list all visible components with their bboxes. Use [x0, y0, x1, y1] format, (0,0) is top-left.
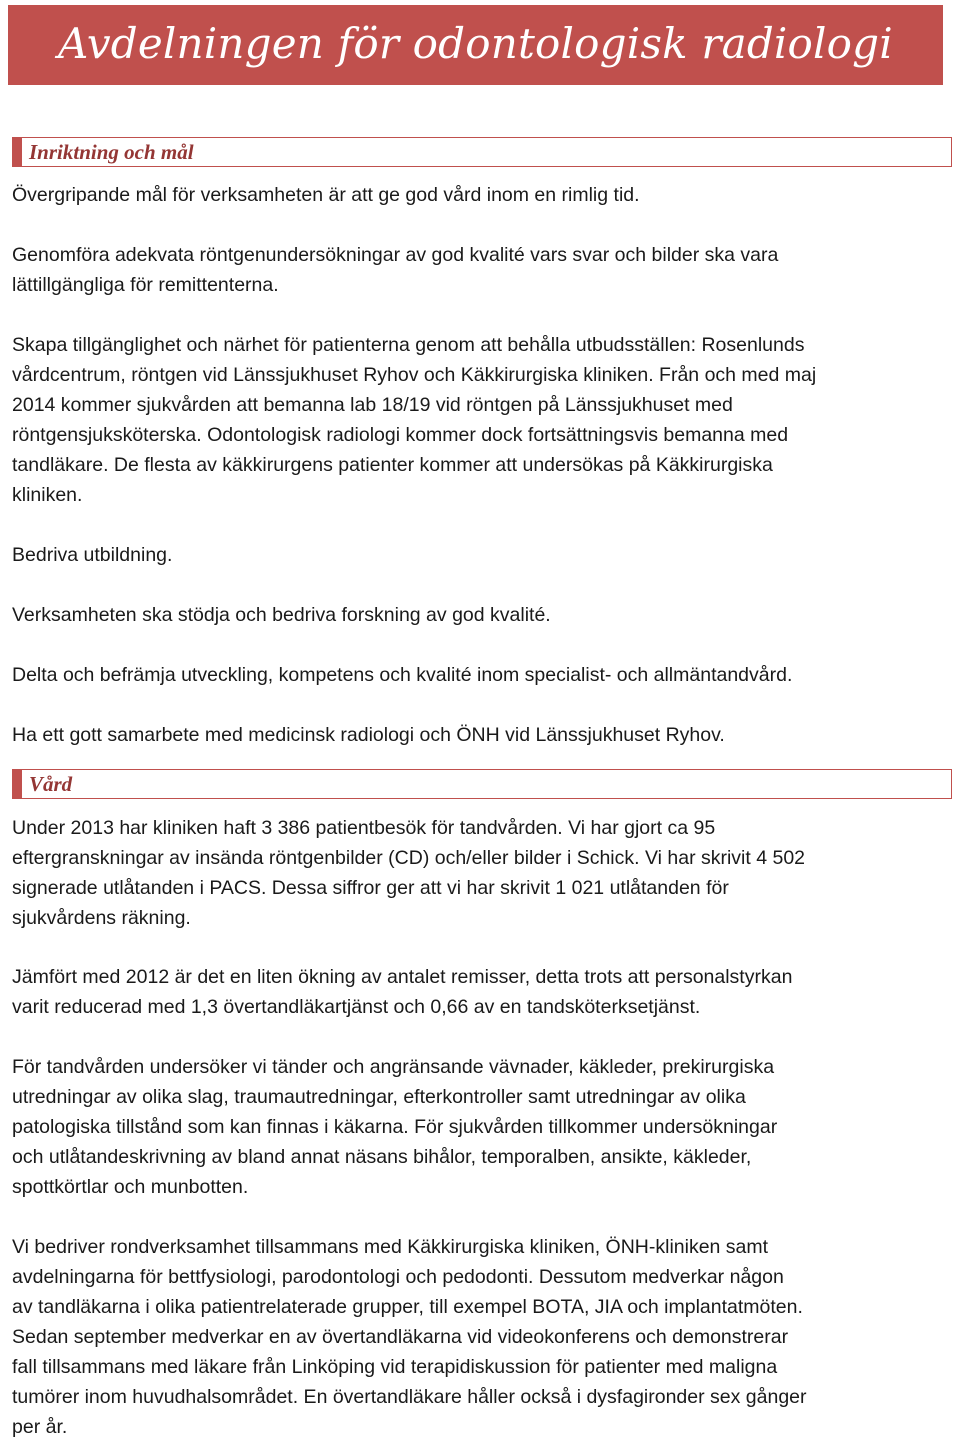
paragraph: [12, 540, 952, 570]
paragraph: [12, 180, 952, 210]
section-heading-vard: [12, 769, 952, 799]
page-title: Avdelningen för odontologisk radiologi: [58, 19, 893, 68]
section-accent-bar: [13, 138, 22, 166]
paragraph: [12, 1052, 952, 1202]
paragraph-line: tandläkare. De flesta av käkkirurgens patienter kommer att undersökas på Käkkirurgiska: [12, 454, 773, 476]
section-heading-label: Inriktning och mål: [29, 140, 194, 164]
paragraph-line: vårdcentrum, röntgen vid Länssjukhuset Ryhov och Käkkirurgiska kliniken. Från och med maj: [12, 364, 817, 386]
paragraph: [12, 1232, 952, 1442]
paragraph-line: Ha ett gott samarbete med medicinsk radiologi och ÖNH vid Länssjukhuset Ryhov.: [12, 724, 725, 746]
paragraph-line: och utlåtandeskrivning av bland annat näsans bihålor, temporalben, ansikte, käkleder,: [12, 1146, 752, 1168]
paragraph-line: För tandvården undersöker vi tänder och angränsande vävnader, käkleder, prekirurgiska: [12, 1056, 775, 1078]
paragraph-line: sjukvårdens räkning.: [12, 907, 191, 929]
paragraph-line: fall tillsammans med läkare från Linköping vid terapidiskussion för patienter med maligna: [12, 1356, 778, 1378]
paragraph-line: per år.: [12, 1416, 68, 1438]
paragraph-line: eftergranskningar av insända röntgenbilder (CD) och/eller bilder i Schick. Vi har skrivit 4 502: [12, 847, 806, 869]
paragraph-line: Delta och befrämja utveckling, kompetens och kvalité inom specialist- och allmäntandvård.: [12, 664, 793, 686]
paragraph-line: Sedan september medverkar en av övertandläkarna vid videokonferens och demonstrerar: [12, 1326, 789, 1348]
paragraph-line: Skapa tillgänglighet och närhet för patienterna genom att behålla utbudsställen: Rosenlunds: [12, 334, 805, 356]
paragraph-line: utredningar av olika slag, traumautredningar, efterkontroller samt utredningar av olika: [12, 1086, 746, 1108]
paragraph-line: Verksamheten ska stödja och bedriva forskning av god kvalité.: [12, 604, 551, 626]
paragraph-line: lättillgängliga för remittenterna.: [12, 274, 279, 296]
paragraph: [12, 240, 952, 300]
paragraph-line: Bedriva utbildning.: [12, 544, 173, 566]
paragraph-line: Jämfört med 2012 är det en liten ökning av antalet remisser, detta trots att personalstyrkan: [12, 966, 793, 988]
paragraph-line: Under 2013 har kliniken haft 3 386 patientbesök för tandvården. Vi har gjort ca 95: [12, 817, 716, 839]
paragraph-line: kliniken.: [12, 484, 83, 506]
paragraph-line: Vi bedriver rondverksamhet tillsammans med Käkkirurgiska kliniken, ÖNH-kliniken samt: [12, 1236, 769, 1258]
paragraph-line: Övergripande mål för verksamheten är att ge god vård inom en rimlig tid.: [12, 184, 640, 206]
paragraph: [12, 600, 952, 630]
section-heading-label: Vård: [29, 772, 73, 796]
paragraph: [12, 813, 952, 933]
paragraph-line: röntgensjuksköterska. Odontologisk radiologi kommer dock fortsättningsvis bemanna med: [12, 424, 789, 446]
paragraph-line: patologiska tillstånd som kan finnas i käkarna. För sjukvården tillkommer undersökningar: [12, 1116, 778, 1138]
paragraph: [12, 962, 952, 1022]
section-heading-inriktning: [12, 137, 952, 167]
paragraph-line: Genomföra adekvata röntgenundersökningar av god kvalité vars svar och bilder ska vara: [12, 244, 779, 266]
paragraph-line: spottkörtlar och munbotten.: [12, 1176, 249, 1198]
paragraph-line: tumörer inom huvudhalsområdet. En övertandläkare håller också i dysfagironder sex gånger: [12, 1386, 807, 1408]
paragraph-line: varit reducerad med 1,3 övertandläkartjänst och 0,66 av en tandsköterksetjänst.: [12, 996, 701, 1018]
paragraph-line: avdelningarna för bettfysiologi, parodontologi och pedodonti. Dessutom medverkar någon: [12, 1266, 784, 1288]
paragraph-line: 2014 kommer sjukvården att bemanna lab 18/19 vid röntgen på Länssjukhuset med: [12, 394, 733, 416]
paragraph-line: signerade utlåtanden i PACS. Dessa siffror ger att vi har skrivit 1 021 utlåtanden för: [12, 877, 729, 899]
section-accent-bar: [13, 770, 22, 798]
title-banner: [8, 5, 943, 85]
paragraph: [12, 660, 952, 690]
paragraph: [12, 720, 952, 750]
paragraph-line: av tandläkarna i olika patientrelaterade grupper, till exempel BOTA, JIA och implantatmöten.: [12, 1296, 803, 1318]
paragraph: [12, 330, 952, 510]
